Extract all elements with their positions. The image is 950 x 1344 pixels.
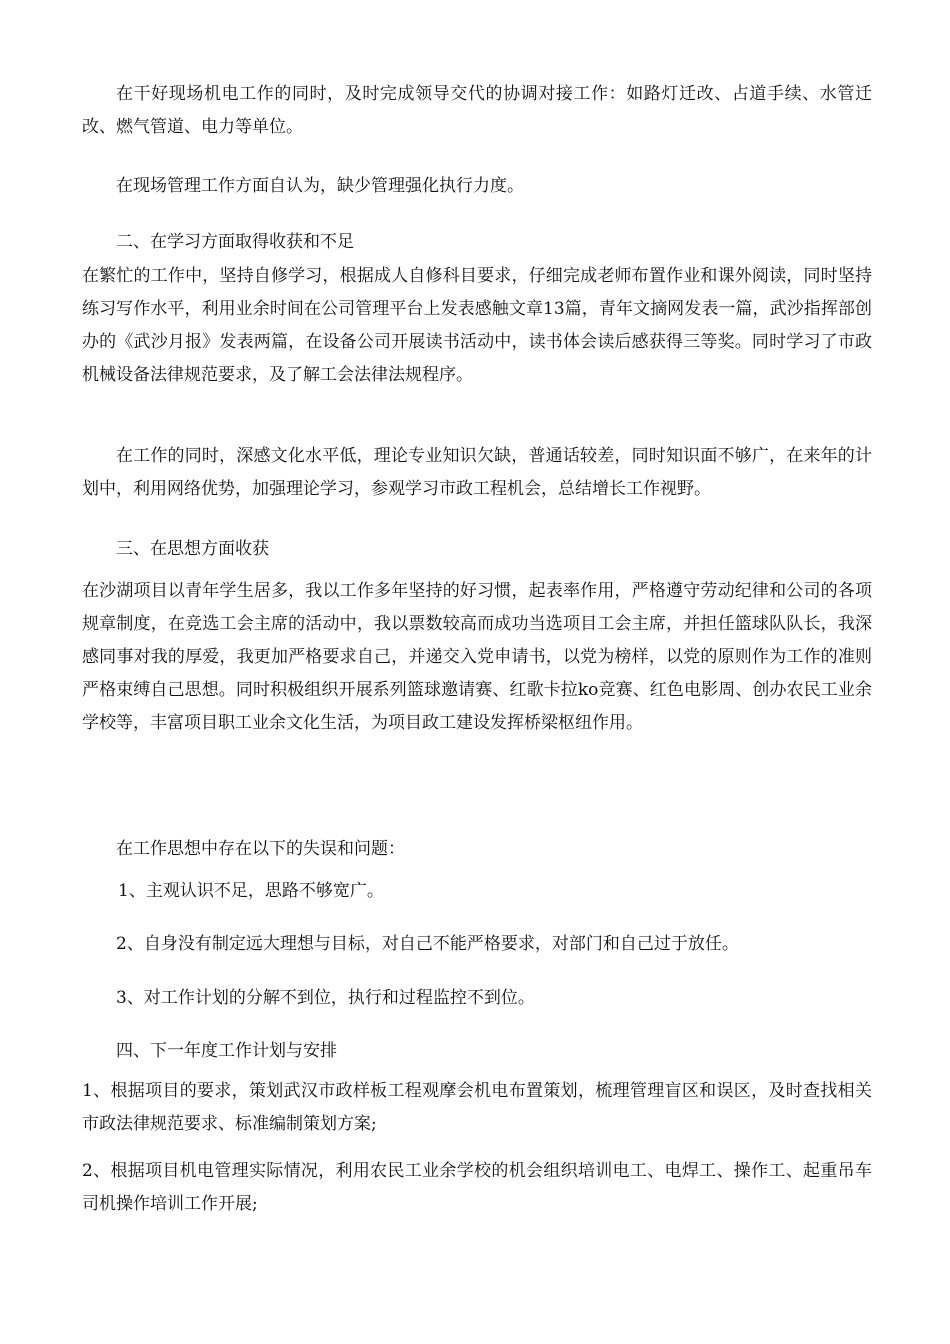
paragraph-thinking-details: 在沙湖项目以青年学生居多，我以工作多年坚持的好习惯，起表率作用，严格遵守劳动纪律和公司的各项规章制度，在竞选工会主席的活动中，我以票数较高而成功当选项目工会主席，并担任篮球队队长，我深感同事对我的厚爱，我更加严格要求自己，并递交入党申请书，以党为榜样，以党的原则作为工作的准则严格束缚自己思想。同时积极组织开展系列篮球邀请赛、红歌卡拉ko竞赛、红色电影周、创办农民工业余学校等，丰富项目职工业余文化生活，为项目政工建设发挥桥梁枢纽作用。 (82, 581, 872, 733)
plan-item-2: 2、根据项目机电管理实际情况，利用农民工业余学校的机会组织培训电工、电焊工、操作工、起重吊车司机操作培训工作开展; (82, 1161, 872, 1214)
section-heading-study: 二、在学习方面取得收获和不足 (116, 232, 354, 252)
paragraph-site-management: 在现场管理工作方面自认为，缺少管理强化执行力度。 (116, 176, 524, 196)
problem-item-3: 3、对工作计划的分解不到位，执行和过程监控不到位。 (116, 988, 535, 1008)
plan-item-1: 1、根据项目的要求，策划武汉市政样板工程观摩会机电布置策划，梳理管理盲区和误区，及时查找相关市政法律规范要求、标准编制策划方案; (82, 1081, 872, 1134)
paragraph-problems-intro: 在工作思想中存在以下的失误和问题： (116, 839, 405, 859)
paragraph-study-details: 在繁忙的工作中，坚持自修学习，根据成人自修科目要求，仔细完成老师布置作业和课外阅读，同时坚持练习写作水平，利用业余时间在公司管理平台上发表感触文章13篇，青年文摘网发表一篇，武沙指挥部创办的《武沙月报》发表两篇，在设备公司开展读书活动中，读书体会读后感获得三等奖。同时学习了市政机械设备法律规范要求，及了解工会法律法规程序。 (82, 266, 872, 385)
problem-item-2: 2、自身没有制定远大理想与目标，对自己不能严格要求，对部门和自己过于放任。 (116, 934, 739, 954)
paragraph-study-shortcomings: 在工作的同时，深感文化水平低，理论专业知识欠缺，普通话较差，同时知识面不够广，在来年的计划中，利用网络优势，加强理论学习，参观学习市政工程机会，总结增长工作视野。 (82, 446, 872, 499)
section-heading-thinking: 三、在思想方面收获 (116, 539, 269, 559)
problem-item-1: 1、主观认识不足，思路不够宽广。 (118, 881, 384, 901)
paragraph-coordination: 在干好现场机电工作的同时，及时完成领导交代的协调对接工作：如路灯迁改、占道手续、水管迁改、燃气管道、电力等单位。 (82, 84, 872, 137)
section-heading-next-year: 四、下一年度工作计划与安排 (116, 1041, 337, 1061)
